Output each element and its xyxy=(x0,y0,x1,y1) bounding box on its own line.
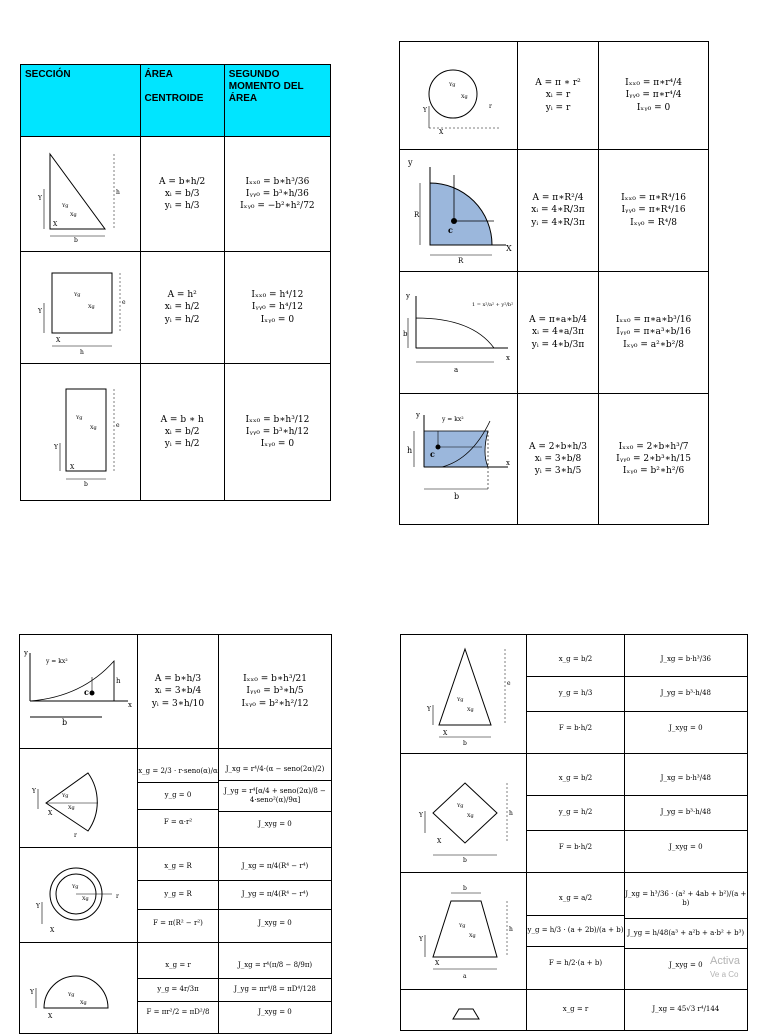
spandrel-figure xyxy=(22,647,134,737)
svg-text:y = kx²: y = kx² xyxy=(46,657,69,665)
area-centroid-formula: A = 2∗b∗h/3 xᵢ = 3∗b/8 yᵢ = 3∗h/5 xyxy=(517,394,598,525)
svg-text:Xg: Xg xyxy=(90,425,98,431)
activation-watermark-subtitle: Ve a Co xyxy=(710,970,739,979)
svg-text:y: y xyxy=(408,157,413,167)
svg-text:X: X xyxy=(53,221,58,228)
centroid-y-formula: y_g = h/2 xyxy=(527,796,623,830)
figure-cell xyxy=(20,943,138,1034)
quarter-ellipse-figure xyxy=(402,288,514,378)
svg-text:h: h xyxy=(407,446,413,455)
svg-text:Xg: Xg xyxy=(466,707,474,713)
svg-text:Yg: Yg xyxy=(72,884,79,890)
centroid-y-formula: y_g = h/3 · (a + 2b)/(a + b) xyxy=(527,916,623,946)
table-sections-1 xyxy=(20,64,331,501)
figure-cell xyxy=(20,848,138,943)
svg-text:y = kx²: y = kx² xyxy=(442,416,465,423)
table-row xyxy=(21,137,331,252)
svg-text:Y: Y xyxy=(38,195,43,202)
product-moment-formula: J_xyg = 0 xyxy=(258,918,292,927)
svg-text:X: X xyxy=(506,243,513,253)
svg-text:Yg: Yg xyxy=(456,697,464,703)
area-formula: F = πr²/2 = πD²/8 xyxy=(146,1007,210,1016)
area-centroid-formula: A = π∗R²/4 xᵢ = 4∗R/3π yᵢ = 4∗R/3π xyxy=(517,150,598,272)
area-centroid-formula: A = π ∗ r² xᵢ = r yᵢ = r xyxy=(517,42,598,150)
centroid-x-formula: x_g = r xyxy=(562,1005,589,1014)
area-formula: F = π(R² − r²) xyxy=(153,918,203,927)
figure-cell xyxy=(401,873,527,990)
figure-cell xyxy=(401,990,527,1031)
rectangle-figure xyxy=(30,377,130,487)
svg-text:Y: Y xyxy=(32,788,37,795)
centroid-y-formula: y_g = h/3 xyxy=(527,677,623,711)
svg-text:Y: Y xyxy=(426,706,431,713)
svg-text:R: R xyxy=(458,256,464,265)
product-moment-formula: J_xyg = 0 xyxy=(669,842,703,851)
svg-text:Xg: Xg xyxy=(68,805,76,811)
svg-text:X: X xyxy=(50,927,55,934)
table-row xyxy=(20,635,332,749)
centroid-x-formula: x_g = r xyxy=(138,953,218,979)
svg-text:r: r xyxy=(489,102,493,110)
moment-y-formula: J_yg = b³·h/48 xyxy=(625,796,747,830)
parabolic-area-figure xyxy=(402,409,514,509)
figure-cell xyxy=(21,252,141,364)
svg-text:x: x xyxy=(506,353,511,362)
formula-cell xyxy=(527,990,624,1031)
moment-y-formula: J_yg = b³·h/48 xyxy=(625,677,747,711)
svg-text:r: r xyxy=(116,893,120,900)
table-row xyxy=(20,749,332,848)
formula-cell xyxy=(137,943,218,1034)
svg-text:Xg: Xg xyxy=(461,93,469,100)
area-formula: F = b·h/2 xyxy=(558,723,593,732)
figure-cell xyxy=(401,635,527,754)
hexagon-figure xyxy=(409,991,519,1029)
area-centroid-formula: A = b ∗ h xᵢ = b/2 yᵢ = h/2 xyxy=(140,364,224,501)
svg-text:Y: Y xyxy=(30,989,35,996)
figure-cell xyxy=(400,150,518,272)
figure-cell xyxy=(401,754,527,873)
table-row xyxy=(401,873,748,990)
svg-text:b: b xyxy=(74,237,79,244)
centroid-x-formula: x_g = a/2 xyxy=(527,882,623,916)
svg-text:Yg: Yg xyxy=(449,81,456,88)
figure-cell xyxy=(400,42,518,150)
svg-text:X: X xyxy=(439,128,444,136)
svg-text:R: R xyxy=(414,210,420,219)
svg-text:Xg: Xg xyxy=(468,933,476,939)
area-centroid-formula: A = π∗a∗b/4 xᵢ = 4∗a/3π yᵢ = 4∗b/3π xyxy=(517,272,598,394)
formula-cell xyxy=(219,848,332,943)
svg-text:b: b xyxy=(62,717,68,727)
table-sections-4 xyxy=(400,634,748,1031)
area-centroid-formula: A = b∗h/3 xᵢ = 3∗b/4 yᵢ = 3∗h/10 xyxy=(137,635,218,749)
centroid-y-formula: y_g = 4r/3π xyxy=(138,979,218,1001)
formula-cell xyxy=(624,990,747,1031)
svg-text:Xg: Xg xyxy=(88,303,96,310)
rhombus-figure xyxy=(409,763,519,863)
formula-cell xyxy=(527,873,624,990)
svg-text:b: b xyxy=(403,329,408,338)
table-row xyxy=(21,252,331,364)
header-seccion: SECCIÓN xyxy=(21,65,141,137)
svg-text:Y: Y xyxy=(418,812,423,819)
isosceles-triangle-figure xyxy=(409,639,519,749)
svg-text:Y: Y xyxy=(38,307,43,315)
svg-text:e: e xyxy=(506,680,511,687)
formula-cell xyxy=(219,749,332,848)
moment-y-formula: J_yg = π/4(R⁴ − r⁴) xyxy=(219,881,331,909)
square-figure xyxy=(30,258,130,358)
product-moment-formula: J_xyg = 0 xyxy=(669,723,703,732)
svg-text:e: e xyxy=(122,298,126,306)
moment-x-formula: J_xg = h³/36 · (a² + 4ab + b²)/(a + b) xyxy=(625,880,747,919)
centroid-x-formula: x_g = 2/3 · r·seno(α)/α xyxy=(138,761,218,783)
svg-text:X: X xyxy=(48,1013,53,1020)
svg-text:x: x xyxy=(506,459,511,467)
svg-text:Xg: Xg xyxy=(70,212,78,218)
moment-x-formula: J_xg = b·h³/48 xyxy=(625,762,747,796)
svg-text:Yg: Yg xyxy=(62,793,69,799)
product-moment-formula: J_xyg = 0 xyxy=(258,820,292,829)
centroid-y-formula: y_g = 0 xyxy=(138,783,218,809)
table-row xyxy=(400,150,709,272)
svg-text:b: b xyxy=(462,885,467,892)
product-moment-formula: J_xyg = 0 xyxy=(258,1007,292,1016)
moment-y-formula: J_yg = h/48(a³ + a²b + a·b² + b³) xyxy=(625,919,747,949)
figure-cell xyxy=(20,635,138,749)
svg-text:Xg: Xg xyxy=(466,813,474,819)
svg-text:h: h xyxy=(508,810,513,817)
table-row xyxy=(400,394,709,525)
table-row xyxy=(21,364,331,501)
moment-x-formula: J_xg = b·h³/36 xyxy=(625,643,747,677)
svg-text:b: b xyxy=(84,481,89,487)
moment-x-formula: J_xg = π/4(R⁴ − r⁴) xyxy=(219,853,331,881)
formula-cell xyxy=(527,754,624,873)
header-segundo-momento: SEGUNDO MOMENTO DEL ÁREA xyxy=(224,65,330,137)
activation-watermark-title: Activa xyxy=(710,955,740,967)
product-moment-formula: J_xyg = 0 xyxy=(669,961,703,970)
area-formula: F = α·r² xyxy=(163,817,193,826)
svg-text:Yg: Yg xyxy=(68,992,75,998)
svg-text:X: X xyxy=(442,730,447,737)
formula-cell xyxy=(137,749,218,848)
figure-cell xyxy=(20,749,138,848)
formula-cell xyxy=(219,943,332,1034)
svg-text:b: b xyxy=(462,740,467,747)
quarter-circle-figure xyxy=(402,155,514,267)
table-row xyxy=(20,848,332,943)
svg-text:b: b xyxy=(454,492,460,501)
table-row xyxy=(401,635,748,754)
moment-formula: Iₓₓ₀ = π∗R⁴/16 Iᵧᵧ₀ = π∗R⁴/16 Iₓᵧ₀ = R⁴/8 xyxy=(599,150,709,272)
svg-text:c: c xyxy=(84,686,90,697)
svg-text:Xg: Xg xyxy=(82,896,90,902)
area-centroid-formula: A = h² xᵢ = h/2 yᵢ = h/2 xyxy=(140,252,224,364)
circle-figure xyxy=(403,46,513,146)
svg-text:X: X xyxy=(434,960,439,967)
svg-text:Yg: Yg xyxy=(458,923,466,929)
formula-cell xyxy=(527,635,624,754)
svg-text:r: r xyxy=(74,832,78,839)
table-row xyxy=(401,754,748,873)
svg-text:c: c xyxy=(430,449,436,459)
right-triangle-figure xyxy=(30,144,130,244)
figure-cell xyxy=(21,137,141,252)
svg-text:y: y xyxy=(24,648,29,657)
svg-text:y: y xyxy=(416,411,421,419)
centroid-x-formula: x_g = b/2 xyxy=(527,762,623,796)
svg-text:Y: Y xyxy=(418,936,423,943)
area-formula: F = b·h/2 xyxy=(558,842,593,851)
svg-text:Yg: Yg xyxy=(62,203,69,209)
semicircle-figure xyxy=(28,948,128,1028)
svg-text:Y: Y xyxy=(54,444,59,451)
table-row xyxy=(400,42,709,150)
formula-cell xyxy=(624,635,747,754)
svg-text:Y: Y xyxy=(36,903,41,910)
svg-text:X: X xyxy=(70,464,75,471)
moment-formula: Iₓₓ₀ = b∗h³/12 Iᵧᵧ₀ = b³∗h/12 Iₓᵧ₀ = 0 xyxy=(224,364,330,501)
header-area-centroide: ÁREA CENTROIDE xyxy=(140,65,224,137)
formula-cell xyxy=(137,848,218,943)
svg-text:Xg: Xg xyxy=(80,1000,88,1006)
table-row xyxy=(401,990,748,1031)
svg-text:h: h xyxy=(116,676,121,685)
area-centroid-formula: A = b∗h/2 xᵢ = b/3 yᵢ = h/3 xyxy=(140,137,224,252)
centroid-x-formula: x_g = b/2 xyxy=(527,643,623,677)
svg-text:X: X xyxy=(48,810,53,817)
svg-text:X: X xyxy=(436,838,441,845)
svg-text:h: h xyxy=(508,926,513,933)
figure-cell xyxy=(400,272,518,394)
moment-y-formula: J_yg = r⁴[α/4 + seno(2α)/8 − 4·seno²(α)/9α] xyxy=(219,781,331,812)
svg-text:X: X xyxy=(56,336,61,344)
moment-x-formula: J_xg = r⁴/4·(α − seno(2α)/2) xyxy=(219,759,331,781)
svg-text:b: b xyxy=(462,857,467,863)
svg-text:x: x xyxy=(128,700,133,709)
annulus-figure xyxy=(28,852,128,938)
figure-cell xyxy=(400,394,518,525)
svg-text:c: c xyxy=(448,224,454,235)
moment-formula: Iₓₓ₀ = π∗r⁴/4 Iᵧᵧ₀ = π∗r⁴/4 Iₓᵧ₀ = 0 xyxy=(599,42,709,150)
table-sections-3 xyxy=(19,634,332,1034)
moment-formula: Iₓₓ₀ = b∗h³/21 Iᵧᵧ₀ = b³∗h/5 Iₓᵧ₀ = b²∗h²/12 xyxy=(219,635,332,749)
svg-text:y: y xyxy=(406,291,411,300)
svg-text:Yg: Yg xyxy=(456,803,464,809)
moment-formula: Iₓₓ₀ = b∗h³/36 Iᵧᵧ₀ = b³∗h/36 Iₓᵧ₀ = −b²∗h²/72 xyxy=(224,137,330,252)
table-row xyxy=(400,272,709,394)
table-sections-2 xyxy=(399,41,709,525)
svg-text:h: h xyxy=(116,189,121,196)
moment-y-formula: J_yg = πr⁴/8 = πD⁴/128 xyxy=(219,979,331,1001)
svg-text:1 = x²/a² + y²/b²: 1 = x²/a² + y²/b² xyxy=(472,301,514,308)
svg-text:e: e xyxy=(116,422,120,429)
svg-text:a: a xyxy=(462,973,467,980)
figure-cell xyxy=(21,364,141,501)
circular-sector-figure xyxy=(28,753,128,843)
trapezoid-figure xyxy=(409,881,519,981)
formula-cell xyxy=(624,754,747,873)
centroid-y-formula: y_g = R xyxy=(138,881,218,909)
svg-text:Yg: Yg xyxy=(76,415,83,421)
svg-text:Y: Y xyxy=(423,106,428,114)
area-formula: F = h/2·(a + b) xyxy=(548,958,603,967)
table-row xyxy=(20,943,332,1034)
svg-text:h: h xyxy=(80,348,85,356)
moment-formula: Iₓₓ₀ = 2∗b∗h³/7 Iᵧᵧ₀ = 2∗b³∗h/15 Iₓᵧ₀ = b²∗h²/6 xyxy=(599,394,709,525)
svg-text:a: a xyxy=(454,365,459,374)
moment-formula: Iₓₓ₀ = π∗a∗b³/16 Iᵧᵧ₀ = π∗a³∗b/16 Iₓᵧ₀ = a²∗b²/8 xyxy=(599,272,709,394)
centroid-x-formula: x_g = R xyxy=(138,853,218,881)
svg-text:Yg: Yg xyxy=(74,291,81,298)
moment-x-formula: J_xg = 45√3 r⁴/144 xyxy=(652,1005,720,1014)
moment-x-formula: J_xg = r⁴(π/8 − 8/9π) xyxy=(219,953,331,979)
moment-formula: Iₓₓ₀ = h⁴/12 Iᵧᵧ₀ = h⁴/12 Iₓᵧ₀ = 0 xyxy=(224,252,330,364)
